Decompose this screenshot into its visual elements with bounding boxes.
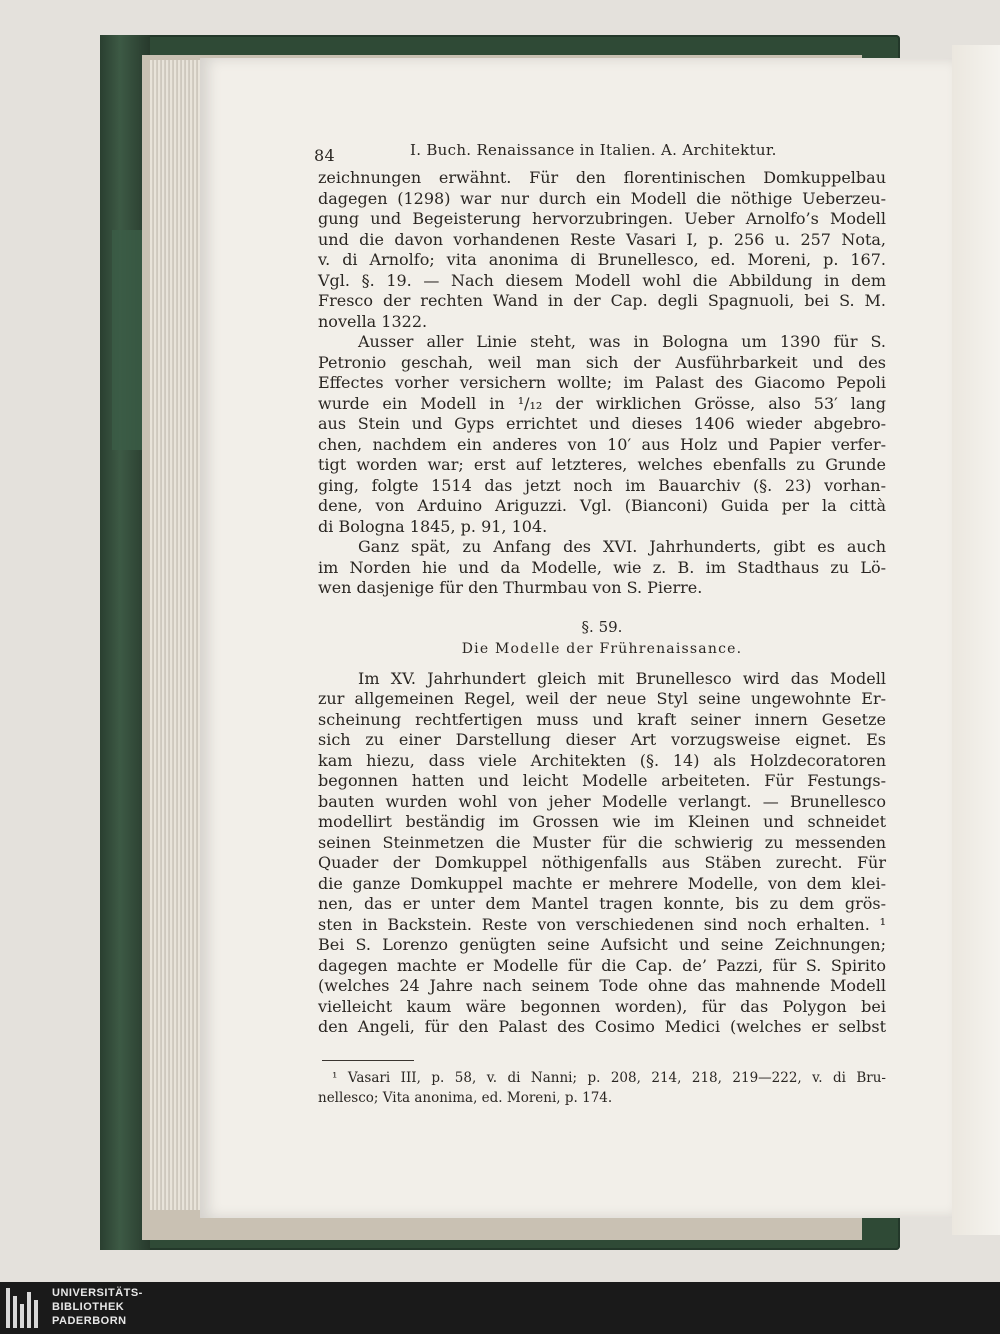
text-line: Petronio geschah, weil man sich der Ausführbarkeit und des [318,352,886,372]
text-line: wen dasjenige für den Thurmbau von S. Pierre. [318,578,703,597]
text-line: chen, nachdem ein anderes von 10′ aus Holz und Papier verfer- [318,434,886,454]
library-logo-icon [6,1288,42,1328]
text-line: nen, das er unter dem Mantel tragen konnte, bis zu dem grös- [318,894,886,913]
text-line: dagegen machte er Modelle für die Cap. de’ Pazzi, für S. Spirito [318,955,886,975]
text-line: tigt worden war; erst auf letzteres, welches ebenfalls zu Grunde [318,455,886,474]
running-header [314,140,886,168]
footnote-line: nellesco; Vita anonima, ed. Moreni, p. 174. [318,1090,613,1106]
text-line: Bei S. Lorenzo genügten seine Aufsicht und seine Zeichnungen; [318,935,886,954]
text-line: (welches 24 Jahre nach seinem Tode ohne das mahnende Modell [318,976,886,995]
text-line: Quader der Domkuppel nöthigenfalls aus Stäben zurecht. Für [318,853,886,872]
text-line: sten in Backstein. Reste von verschiedenen sind noch erhalten. ¹ [318,914,886,934]
text-line: novella 1322. [318,311,428,331]
page-text [314,140,886,1110]
library-logo-line: BIBLIOTHEK [52,1301,125,1313]
text-line: dagegen (1298) war nur durch ein Modell die nöthige Ueberzeu- [318,188,886,208]
library-logo-line: UNIVERSITÄTS- [52,1287,143,1299]
text-line: modellirt beständig im Grossen wie im Kleinen und schneidet [318,812,886,831]
text-line: ging, folgte 1514 das jetzt noch im Bauarchiv (§. 23) vorhan- [318,475,886,495]
text-line: kam hiezu, dass viele Architekten (§. 14) als Holzdecoratoren [318,750,886,770]
footnote [318,1069,886,1110]
paragraph [318,669,886,1038]
text-line: v. di Arnolfo; vita anonima di Brunellesco, ed. Moreni, p. 167. [318,250,886,269]
text-line: im Norden hie und da Modelle, wie z. B. im Stadthaus zu Lö- [318,557,886,577]
section-number: §. 59. [581,617,623,636]
page-edges [150,60,205,1210]
text-line: Ausser aller Linie steht, was in Bologna um 1390 für S. [358,332,886,351]
section-title: Die Modelle der Frührenaissance. [461,640,743,657]
text-line: begonnen hatten und leicht Modelle arbeiteten. Für Festungs- [318,771,886,790]
library-logo-line: PADERBORN [52,1315,127,1327]
text-line: zur allgemeinen Regel, weil der neue Styl seine ungewohnte Er- [318,689,886,708]
text-line: Effectes vorher versichern wollte; im Palast des Giacomo Pepoli [318,373,886,392]
footnote-rule [322,1060,414,1061]
text-line: zeichnungen erwähnt. Für den florentinischen Domkuppelbau [318,168,886,187]
text-line: den Angeli, für den Palast des Cosimo Medici (welches er selbst [318,1017,886,1036]
text-line: und die davon vorhandenen Reste Vasari I, p. 256 u. 257 Nota, [318,229,886,249]
text-line: aus Stein und Gyps errichtet und dieses 1406 wieder abgebro- [318,414,886,433]
text-line: vielleicht kaum wäre begonnen worden), für das Polygon bei [318,996,886,1016]
footnote-line: ¹ Vasari III, p. 58, v. di Nanni; p. 208, 214, 218, 219—222, v. di Bru- [332,1069,886,1086]
paragraph [318,332,886,537]
text-line: sich zu einer Darstellung dieser Art vorzugsweise eignet. Es [318,730,886,749]
text-line: Ganz spät, zu Anfang des XVI. Jahrhunderts, gibt es auch [358,537,886,556]
library-logo-bar [0,1282,1000,1334]
paragraph [318,168,886,332]
text-line: Fresco der rechten Wand in der Cap. degli Spagnuoli, bei S. M. [318,291,886,310]
text-line: Im XV. Jahrhundert gleich mit Brunellesco wird das Modell [358,668,886,688]
text-line: Vgl. §. 19. — Nach diesem Modell wohl die Abbildung in dem [318,270,886,290]
text-line: dene, von Arduino Ariguzzi. Vgl. (Bianconi) Guida per la città [318,496,886,515]
text-line: di Bologna 1845, p. 91, 104. [318,516,548,536]
page-number: 84 [314,146,335,165]
library-logo-text [52,1286,143,1328]
text-line: gung und Begeisterung hervorzubringen. Ueber Arnolfo’s Modell [318,209,886,228]
text-line: seinen Steinmetzen die Muster für die schwierig zu messenden [318,832,886,852]
text-line: bauten wurden wohl von jeher Modelle verlangt. — Brunellesco [318,791,886,811]
text-line: wurde ein Modell in ¹/₁₂ der wirklichen Grösse, also 53′ lang [318,393,886,413]
text-line: die ganze Domkuppel machte er mehrere Modelle, von dem klei- [318,873,886,893]
paragraph [318,537,886,599]
running-title: I. Buch. Renaissance in Italien. A. Architektur. [410,141,777,159]
text-line: scheinung rechtfertigen muss und kraft seiner innern Gesetze [318,709,886,729]
facing-page-edge [952,45,1000,1235]
